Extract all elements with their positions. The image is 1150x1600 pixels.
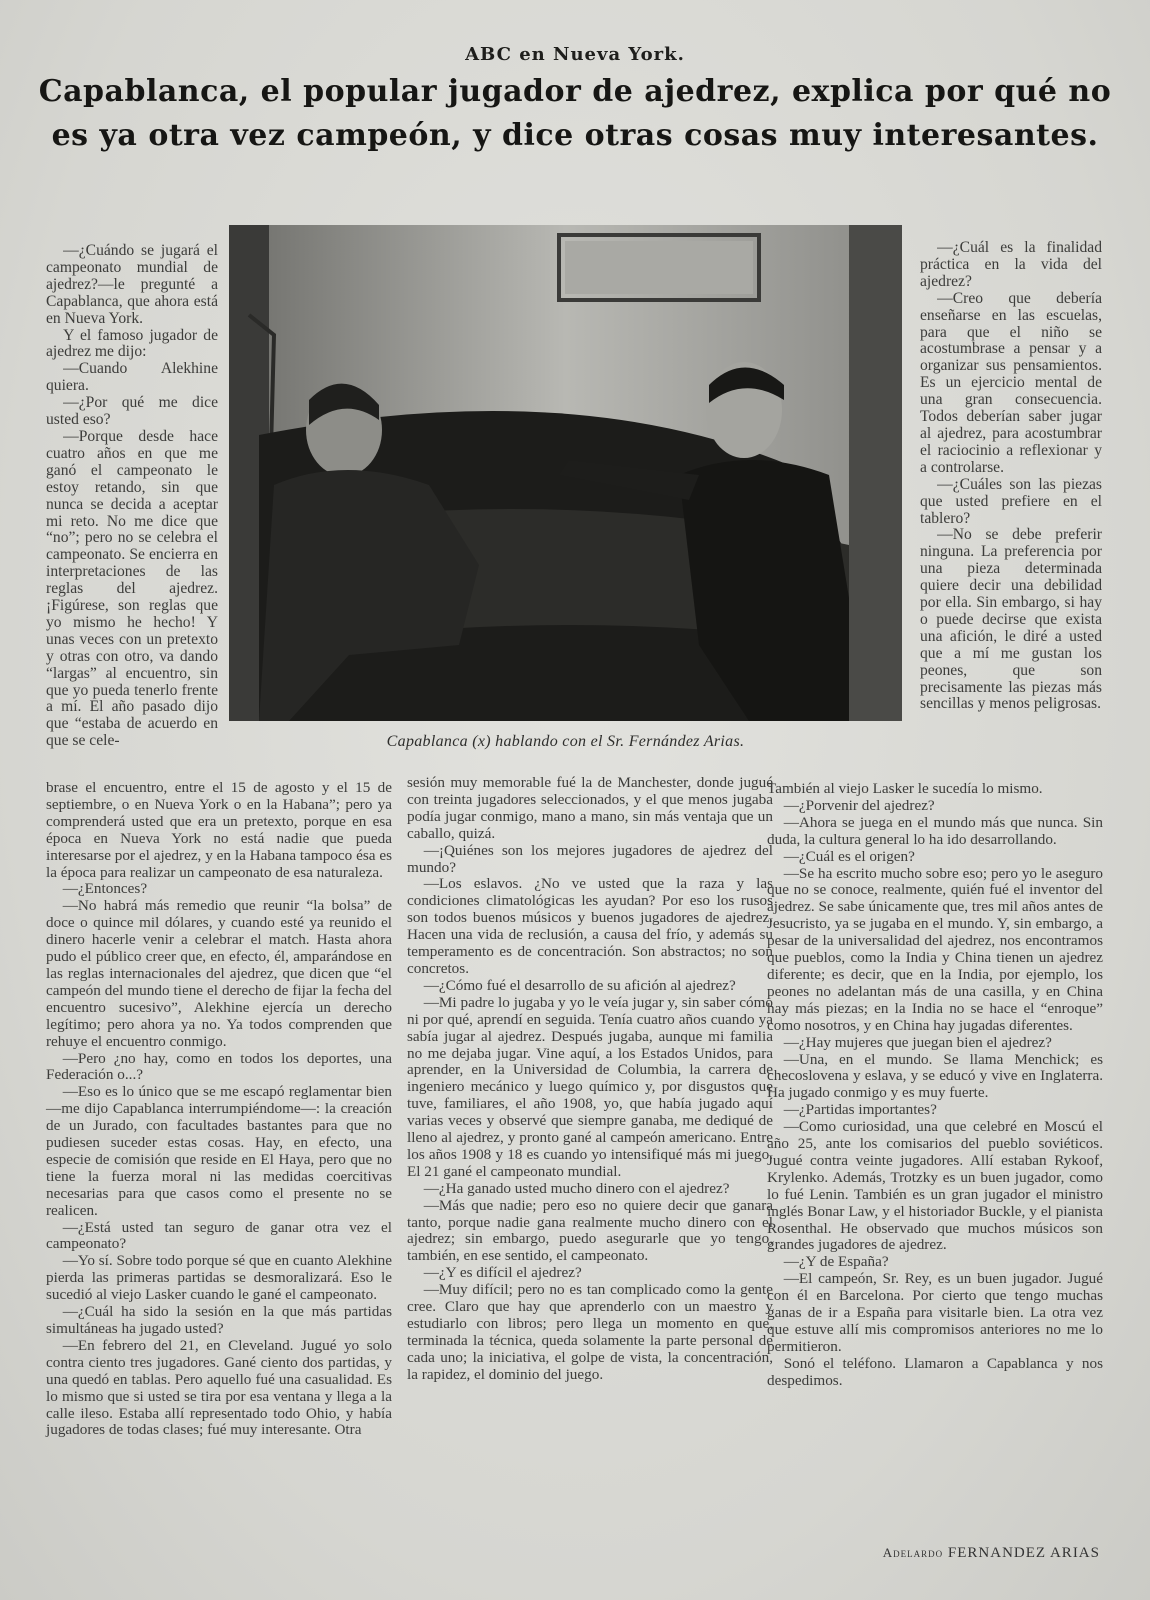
column-left-top [46, 243, 218, 750]
article-photo [229, 225, 902, 721]
article-paragraph: —¿Y es difícil el ajedrez? [423, 1264, 582, 1282]
article-paragraph: —¿Partidas importantes? [783, 1101, 937, 1119]
byline [800, 1545, 1100, 1562]
article-paragraph: —¿Cuál ha sido la sesión en la que más partidas simultáneas ha jugado usted? [46, 1303, 392, 1337]
article-paragraph: —¿Cómo fué el desarrollo de su afición al ajedrez? [423, 976, 736, 994]
article-paragraph: —¡Quiénes son los mejores jugadores de ajedrez del mundo? [407, 841, 773, 876]
article-paragraph: —Porque desde hace cuatro años en que me ganó el campeonato le estoy retando, sin que nunca se decida a aceptar mi reto. No me dice que “no”; pero no se celebra el campeonato. Se encierra en interpretaciones de las reglas del ajedrez. ¡Figúrese, son reglas que yo mismo he hecho! Y unas veces con un pretexto y otras con otro, va dando “largas” al encuentro, sin que yo pueda tenerlo frente a mí. El año pasado dijo que “estaba de acuerdo en que se cele- [46, 427, 218, 750]
article-paragraph: —¿Y de España? [783, 1253, 889, 1271]
article-paragraph: —¿Cuáles son las piezas que usted prefiere en el tablero? [920, 475, 1102, 527]
article-paragraph: —Como curiosidad, una que celebré en Moscú el año 25, ante los comisarios del pueblo soviéticos. Jugué contra veinte jugadores. Allí estaban Rykoof, Krylenko. Además, Trotzky es un buen jugador, como lo fué Lenin. También es un gran jugador el ministro inglés Bonar Law, y el historiador Buckle, y el pianista Rosenthal. He observado que muchos músicos son grandes jugadores de ajedrez. [767, 1118, 1103, 1254]
article-paragraph: sesión muy memorable fué la de Manchester, donde jugué con treinta jugadores seleccionados, y el que menos jugaba podía jugar conmigo, mano a mano, sin más ventaja que un caballo, quizá. [407, 774, 773, 842]
article-paragraph: —¿Ha ganado usted mucho dinero con el ajedrez? [423, 1179, 730, 1197]
byline-first-name: Adelardo [882, 1545, 944, 1560]
section-kicker: ABC en Nueva York. [465, 44, 685, 65]
photo-caption: Capablanca (x) hablando con el Sr. Fernández Arias. [386, 733, 745, 750]
article-paragraph: —¿Hay mujeres que juegan bien el ajedrez? [783, 1033, 1052, 1051]
article-paragraph: brase el encuentro, entre el 15 de agosto y el 15 de septiembre, o en Nueva York o en la Habana”; pero ya comprenderá usted que era un pretexto, porque en esa época en Nueva York no está nadie que pueda interesarse por el ajedrez, y en la Habana tampoco ésa es la época para realizar un campeonato de esa naturaleza. [46, 779, 392, 881]
article-paragraph: —Mi padre lo jugaba y yo le veía jugar y, sin saber cómo ni por qué, aprendí en seguida. Tenía cuatro años cuando ya sabía jugar al ajedrez. Después jugaba, aunque mi familia no me dejaba jugar. Vine aquí, a los Estados Unidos, para aprender, en la Universidad de Columbia, la carrera de ingeniero mecánico y luego químico y, por disgustos que tuve, familiares, el año 1908, yo, que había jugado aquí varias veces y observé que siempre ganaba, me dediqué de lleno al ajedrez, y pronto gané al campeón americano. Entre los años 1908 y 18 es cuando yo intensifiqué más mi juego. El 21 gané el campeonato mundial. [407, 993, 773, 1180]
article-paragraph: —Los eslavos. ¿No ve usted que la raza y las condiciones climatológicas les ayudan? Por eso los rusos son todos buenos músicos y buenos jugadores de ajedrez. Hacen una vida de reclusión, a causa del frío, y además su temperamento es de concentración. Son abstractos; no son concretos. [407, 875, 773, 977]
column-middle [407, 775, 773, 1384]
article-paragraph: —¿Porvenir del ajedrez? [783, 796, 935, 814]
article-paragraph: —No habrá más remedio que reunir “la bolsa” de doce o quince mil dólares, y cuando esté ya reunido el dinero hacerle venir a celebrar el match. Hasta ahora pudo el público creer que, en efecto, él, amparándose en las reglas internacionales del ajedrez, que dicen que “el campeón del mundo tiene el derecho de fijar la fecha del encuentro sucesivo”, Alekhine ejercía un derecho legítimo; pero ahora ya no. Ya todos comprenden que rehuye el encuentro conmigo. [46, 897, 392, 1050]
article-paragraph: —¿Entonces? [62, 880, 148, 898]
article-paragraph: —Pero ¿no hay, como en todos los deportes, una Federación o...? [46, 1049, 392, 1084]
article-paragraph: —¿Cuál es la finalidad práctica en la vida del ajedrez? [920, 239, 1102, 290]
column-right-bottom [767, 781, 1103, 1390]
article-paragraph: —Ahora se juega en el mundo más que nunca. Sin duda, la cultura general lo ha ido desarrollando. [767, 813, 1103, 848]
article-paragraph: —¿Por qué me dice usted eso? [46, 394, 218, 429]
article-paragraph: —¿Cuándo se jugará el campeonato mundial de ajedrez?—le pregunté a Capablanca, que ahora está en Nueva York. [46, 242, 218, 327]
article-headline: Capablanca, el popular jugador de ajedrez, explica por qué no es ya otra vez campeón, y dice otras cosas muy interesantes. [38, 74, 1112, 153]
article-paragraph: —El campeón, Sr. Rey, es un buen jugador. Jugué con él en Barcelona. Por cierto que tengo muchas ganas de ir a España para visitarle bien. La otra vez que estuve allí mis compromisos anteriores no me lo permitieron. [767, 1270, 1103, 1355]
article-paragraph: —¿Está usted tan seguro de ganar otra vez el campeonato? [46, 1218, 392, 1253]
article-paragraph: —Eso es lo único que se me escapó reglamentar bien—me dijo Capablanca interrumpiéndome—: la creación de un Jurado, con facultades bastantes para que no pudiesen suceder estas cosas. Hay, en efecto, una especie de comisión que reside en El Haya, pero que no tiene la fuerza moral ni las medidas coercitivas necesarias para que casos como el presente no se realicen. [46, 1083, 392, 1219]
article-paragraph: —Una, en el mundo. Se llama Menchick; es checoslovena y eslava, y se educó y vive en Inglaterra. Ha jugado conmigo y es muy fuerte. [767, 1050, 1103, 1102]
article-paragraph: —En febrero del 21, en Cleveland. Jugué yo solo contra ciento tres jugadores. Gané ciento dos partidas, y una quedó en tablas. Pero aquello fué una casualidad. Es lo mismo que si usted se tira por esa ventana y llega a la calle ileso. Estaba allí representado todo Ohio, y había jugadores de todas clases; fué muy interesante. Otra [46, 1336, 392, 1439]
photo-capablanca-interview [229, 225, 902, 721]
article-paragraph: —No se debe preferir ninguna. La preferencia por una pieza determinada quiere decir una debilidad por ella. Sin embargo, si hay o puede decirse que exista una afición, le diré a usted que a mí me gustan los peones, que son precisamente las piezas más sencillas y menos peligrosas. [920, 526, 1102, 713]
article-paragraph: —Cuando Alekhine quiera. [46, 360, 218, 395]
article-paragraph: —Yo sí. Sobre todo porque sé que en cuanto Alekhine pierda las primeras partidas se desmoralizará. Eso le sucedió al viejo Lasker cuando le gané el campeonato. [46, 1252, 392, 1304]
column-right-top [920, 240, 1102, 713]
article-paragraph: —¿Cuál es el origen? [783, 847, 915, 865]
article-paragraph: Y el famoso jugador de ajedrez me dijo: [46, 326, 218, 361]
byline-surname: FERNANDEZ ARIAS [947, 1545, 1100, 1561]
article-paragraph: También al viejo Lasker le sucedía lo mismo. [767, 780, 1043, 797]
article-paragraph: —Creo que debería enseñarse en las escuelas, para que el niño se acostumbrase a pensar y a organizar sus pensamientos. Es un ejercicio mental de una gran consecuencia. Todos deberían saber jugar al ajedrez, para acostumbrar el raciocinio a reflexionar y a controlarse. [920, 289, 1102, 476]
article-paragraph: —Más que nadie; pero eso no quiere decir que ganara tanto, porque nadie gana realmente mucho dinero con el ajedrez; sin embargo, puedo asegurarle que yo tengo, también, en ese sentido, el campeonato. [407, 1196, 773, 1265]
article-paragraph: Sonó el teléfono. Llamaron a Capablanca y nos despedimos. [767, 1354, 1103, 1389]
article-paragraph: —Muy difícil; pero no es tan complicado como la gente cree. Claro que hay que aprenderlo con un maestro y estudiarlo con libros; pero llega un momento en que, terminada la técnica, queda solamente la parte personal de cada uno; la iniciativa, el golpe de vista, la concentración, la rapidez, el dominio del juego. [407, 1281, 773, 1383]
column-left-bottom [46, 780, 392, 1439]
article-paragraph: —Se ha escrito mucho sobre eso; pero yo le aseguro que no se conoce, realmente, quién fué el inventor del ajedrez. Se sabe únicamente que, tres mil años antes de Jesucristo, ya se jugaba en el mundo. Y, sin embargo, a pesar de la universalidad del ajedrez, nos encontramos que pueblos, como la India y China tienen un ajedrez diferente; es decir, que en la India, por ejemplo, los peones no adelantan más de una casilla, y en China hay más piezas; en la India no se hace el “enroque” como nosotros, y en China hay jugadas diferentes. [767, 864, 1103, 1034]
